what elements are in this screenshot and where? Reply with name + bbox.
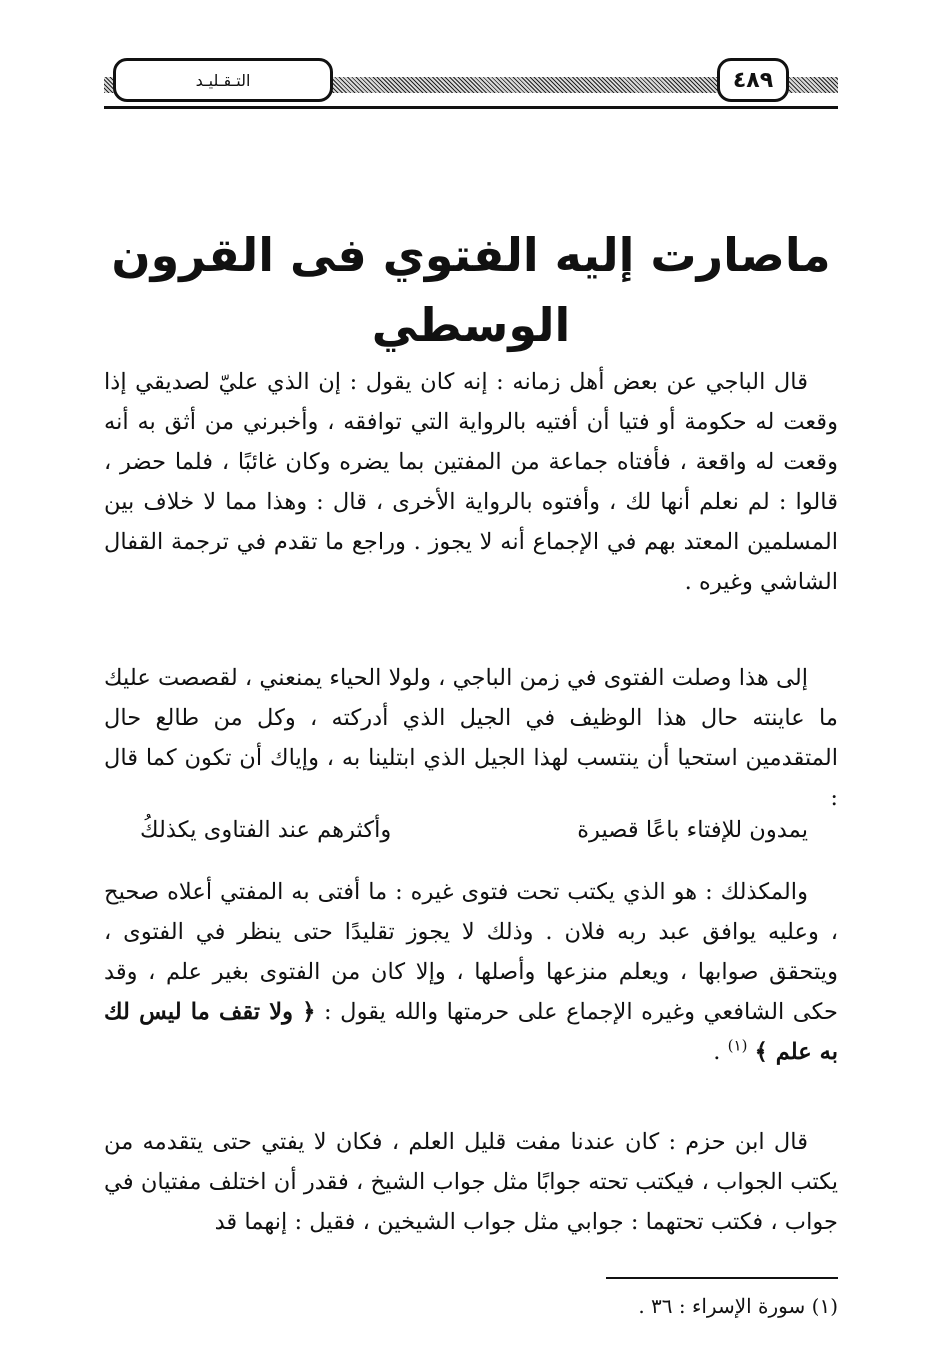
paragraph-3	[104, 872, 838, 1072]
footnote-1: (١) سورة الإسراء : ٣٦ .	[638, 1294, 838, 1318]
chapter-title: ماصارت إليه الفتوي فى القرون الوسطي	[111, 228, 831, 352]
paragraph-2	[104, 658, 838, 818]
paragraph-3-text: والمكذلك : هو الذي يكتب تحت فتوى غيره : ما أفتى به المفتي أعلاه صحيح ، وعليه يوافق عبد ربه فلان . وذلك لا يجوز تقليدًا حتى ينظر في الفتوى ، ويتحقق صوابها ، ويعلم منزعها وأصلها ، وإلا كان من الفتوى بغير علم ، وقد حكى الشافعي وغيره الإجماع على حرمتها والله يقول :	[104, 879, 839, 1025]
verse-first-hemistich: يمدون للإفتاء باعًا قصيرة	[577, 817, 808, 843]
paragraph-1	[104, 362, 838, 602]
paragraph-text: إلى هذا وصلت الفتوى في زمن الباجي ، ولولا الحياء يمنعني ، لقصصت عليك ما عاينته حال هذا الوظيف في الجيل الذي أدركته ، وكل من طالع حال المتقدمين استحيا أن ينتسب لهذا الجيل الذي ابتلينا به ، وإياك أن تكون كما قال :	[104, 665, 838, 811]
paragraph-text: قال الباجي عن بعض أهل زمانه : إنه كان يقول : إن الذي عليّ لصديقي إذا وقعت له حكومة أو فتيا أن أفتيه بالرواية التي توافقه ، وأخبرني من أثق به أنه وقعت له واقعة ، فأفتاه جماعة من المفتين بما يضره وكان غائبًا ، فلما حضر ، قالوا : لم نعلم أنها لك ، وأفتوه بالرواية الأخرى ، قال : وهذا مما لا خلاف بين المسلمين المعتد بهم في الإجماع أنه لا يجوز . وراجع ما تقدم في ترجمة القفال الشاشي وغيره .	[104, 369, 838, 595]
paragraph-3-end: .	[713, 1039, 721, 1065]
verse-second-hemistich: وأكثرهم عند الفتاوى يكذلكُ	[140, 817, 392, 843]
quran-quote: ﴿ ولا تقف ما ليس لك به علم ﴾	[104, 999, 838, 1065]
paragraph-4	[104, 1122, 838, 1242]
footnote-reference: (١)	[727, 1036, 748, 1055]
header-rule	[104, 106, 838, 109]
poetry-verse	[104, 810, 838, 850]
page-number: ٤٨٩	[717, 58, 789, 102]
paragraph-text	[104, 872, 838, 1072]
footnote-rule	[606, 1277, 838, 1279]
running-title: التـقـليـد	[113, 58, 333, 102]
running-header	[104, 58, 838, 112]
paragraph-text: قال ابن حزم : كان عندنا مفت قليل العلم ، فكان لا يفتي حتى يتقدمه من يكتب الجواب ، فيكتب تحته جوابًا مثل جواب الشيخ ، فقدر أن اختلف مفتيان في جواب ، فكتب تحتهما : جوابي مثل جواب الشيخين ، فقيل : إنهما قد	[104, 1129, 838, 1235]
